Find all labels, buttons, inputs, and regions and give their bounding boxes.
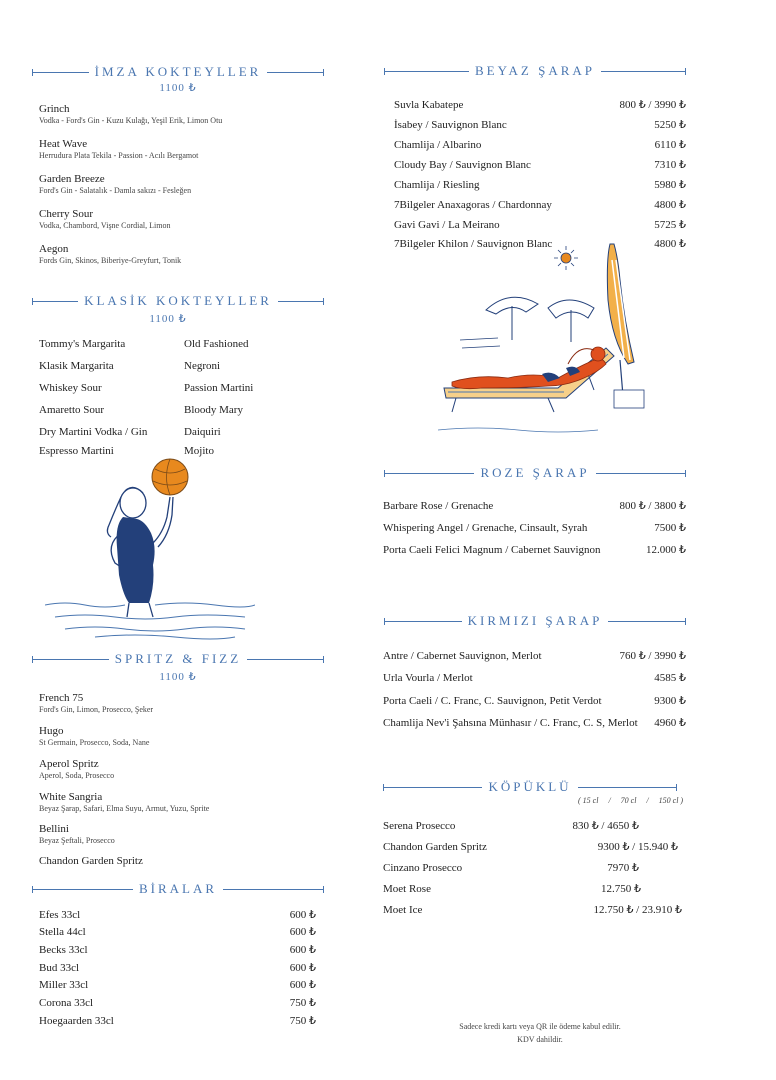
table-row	[394, 138, 686, 151]
item-price: 600 ₺	[289, 909, 316, 921]
list-item: Negroni	[184, 360, 221, 372]
list-item	[39, 208, 329, 243]
item-name: Chamlija / Albarino	[394, 139, 482, 151]
item-name: French 75	[39, 692, 84, 704]
list-item	[39, 855, 329, 875]
table-row	[394, 158, 686, 171]
item-name: Chamlija Nev'i Şahsına Münhasır / C. Franc, C. S, Merlot	[383, 717, 638, 729]
item-desc: Beyaz Şeftali, Prosecco	[39, 836, 115, 845]
ball-girl-illustration	[45, 455, 255, 640]
list-item	[39, 103, 329, 138]
item-desc: Herrudura Plata Tekila - Passion - Acılı Bergamot	[39, 151, 199, 160]
section-header-imza	[32, 64, 324, 80]
item-price: 5980 ₺	[654, 179, 686, 191]
item-name: Barbare Rose / Grenache	[383, 500, 494, 512]
footer-payment-note: Sadece kredi kartı veya QR ile ödeme kabul edilir.	[459, 1022, 621, 1031]
item-price: 12.000 ₺	[646, 544, 686, 556]
list-item	[39, 725, 329, 758]
table-row	[39, 978, 316, 991]
section-header-biralar	[32, 881, 324, 897]
item-name: Stella 44cl	[39, 926, 86, 938]
item-price: 830 ₺ / 4650 ₺	[572, 820, 639, 832]
section-price: 1100 ₺	[159, 671, 197, 683]
classic-cocktail-list-right	[184, 338, 324, 467]
item-name: Corona 33cl	[39, 997, 94, 1009]
table-row	[383, 521, 686, 534]
item-price: 5725 ₺	[654, 219, 686, 231]
item-desc: Aperol, Soda, Prosecco	[39, 771, 115, 780]
list-item	[39, 692, 329, 725]
item-name: Gavi Gavi / La Meirano	[394, 219, 500, 231]
list-item: Whiskey Sour	[39, 382, 102, 394]
item-name: Cloudy Bay / Sauvignon Blanc	[394, 159, 531, 171]
item-price: 7970 ₺	[607, 862, 639, 874]
list-item	[39, 823, 329, 855]
section-price: 1100 ₺	[159, 82, 197, 94]
list-item	[39, 243, 329, 278]
sunbather-illustration	[438, 240, 660, 440]
item-price: 760 ₺ / 3990 ₺	[619, 650, 686, 662]
item-name: Suvla Kabatepe	[394, 99, 464, 111]
table-row	[39, 961, 316, 974]
item-name: Moet Rose	[383, 883, 431, 895]
item-desc: Fords Gin, Skinos, Biberiye-Greyfurt, Tonik	[39, 256, 182, 265]
item-price: 750 ₺	[289, 997, 316, 1009]
table-row	[383, 694, 686, 707]
list-item: Espresso Martini	[39, 445, 114, 457]
item-price: 12.750 ₺	[601, 883, 641, 895]
table-row	[394, 218, 686, 231]
section-header-spritz	[32, 651, 324, 667]
section-title: SPRITZ & FIZZ	[114, 651, 242, 666]
table-row	[39, 943, 316, 956]
item-name: Aperol Spritz	[39, 758, 99, 770]
item-price: 7310 ₺	[654, 159, 686, 171]
item-desc: Vodka, Chambord, Vişne Cordial, Limon	[39, 221, 171, 230]
table-row	[383, 649, 686, 662]
item-name: Becks 33cl	[39, 944, 88, 956]
item-price: 600 ₺	[289, 962, 316, 974]
table-row	[39, 996, 316, 1009]
item-price: 9300 ₺ / 15.940 ₺	[597, 841, 678, 853]
item-price: 12.750 ₺ / 23.910 ₺	[593, 904, 682, 916]
item-desc: St Germain, Prosecco, Soda, Nane	[39, 738, 150, 747]
item-desc: Ford's Gin, Limon, Prosecco, Şeker	[39, 705, 154, 714]
item-price: 4585 ₺	[654, 672, 686, 684]
item-desc: Ford's Gin - Salatalık - Damla sakızı - Fesleğen	[39, 186, 192, 195]
item-desc: Beyaz Şarap, Safari, Elma Suyu, Armut, Yuzu, Sprite	[39, 804, 210, 813]
item-name: Porta Caeli Felici Magnum / Cabernet Sauvignon	[383, 544, 601, 556]
item-name: Porta Caeli / C. Franc, C. Sauvignon, Petit Verdot	[383, 695, 602, 707]
size-legend: ( 15 cl / 70 cl / 150 cl )	[578, 796, 684, 805]
item-name: Cinzano Prosecco	[383, 862, 463, 874]
item-name: Aegon	[39, 243, 69, 255]
item-price: 600 ₺	[289, 944, 316, 956]
table-row	[383, 499, 686, 512]
item-name: Chandon Garden Spritz	[39, 855, 143, 867]
list-item: Old Fashioned	[184, 338, 249, 350]
item-name: Serena Prosecco	[383, 820, 456, 832]
list-item: Dry Martini Vodka / Gin	[39, 426, 148, 438]
item-name: Urla Vourla / Merlot	[383, 672, 473, 684]
list-item: Bloody Mary	[184, 404, 243, 416]
footer-tax-note: KDV dahildir.	[517, 1035, 563, 1044]
item-price: 9300 ₺	[654, 695, 686, 707]
table-row	[39, 908, 316, 921]
item-name: Miller 33cl	[39, 979, 89, 991]
item-name: Cherry Sour	[39, 208, 94, 220]
item-name: Garden Breeze	[39, 173, 105, 185]
item-name: Whispering Angel / Grenache, Cinsault, Syrah	[383, 522, 588, 534]
item-price: 800 ₺ / 3990 ₺	[619, 99, 686, 111]
table-row	[39, 925, 316, 938]
list-item: Klasik Margarita	[39, 360, 114, 372]
item-name: Efes 33cl	[39, 909, 81, 921]
table-row	[394, 198, 686, 211]
list-item: Tommy's Margarita	[39, 338, 126, 350]
table-row	[383, 716, 686, 729]
list-item	[39, 173, 329, 208]
item-name: Grinch	[39, 103, 70, 115]
item-price: 600 ₺	[289, 926, 316, 938]
item-price: 750 ₺	[289, 1015, 316, 1027]
list-item: Amaretto Sour	[39, 404, 105, 416]
section-title: ROZE ŞARAP	[480, 465, 590, 480]
item-price: 6110 ₺	[654, 139, 686, 151]
table-row	[383, 671, 686, 684]
item-price: 4800 ₺	[654, 199, 686, 211]
item-name: Bud 33cl	[39, 962, 80, 974]
table-row	[394, 178, 686, 191]
list-item	[39, 791, 329, 823]
item-name: İsabey / Sauvignon Blanc	[394, 119, 507, 131]
item-price: 4800 ₺	[654, 238, 686, 250]
list-item: Mojito	[184, 445, 214, 457]
spritz-list	[39, 692, 329, 875]
section-header-roze	[384, 465, 686, 481]
table-row	[383, 543, 686, 556]
list-item: Passion Martini	[184, 382, 254, 394]
list-item	[39, 758, 329, 791]
section-title: KLASİK KOKTEYLLER	[84, 293, 272, 308]
list-item	[39, 138, 329, 173]
item-price: 5250 ₺	[654, 119, 686, 131]
table-row	[39, 1014, 316, 1027]
item-price: 800 ₺ / 3800 ₺	[619, 500, 686, 512]
item-name: Bellini	[39, 823, 69, 835]
item-name: 7Bilgeler Khilon / Sauvignon Blanc	[394, 238, 553, 250]
signature-cocktail-list	[39, 103, 329, 278]
item-name: Chandon Garden Spritz	[383, 841, 487, 853]
item-name: Moet Ice	[383, 904, 423, 916]
item-name: Antre / Cabernet Sauvignon, Merlot	[383, 650, 542, 662]
item-name: Heat Wave	[39, 138, 88, 150]
item-name: 7Bilgeler Anaxagoras / Chardonnay	[394, 199, 552, 211]
section-title: KIRMIZI ŞARAP	[467, 613, 603, 628]
item-name: Hoegaarden 33cl	[39, 1015, 114, 1027]
item-name: White Sangria	[39, 791, 103, 803]
section-price: 1100 ₺	[149, 313, 187, 325]
table-row	[383, 903, 682, 916]
table-row	[383, 882, 641, 895]
item-price: 4960 ₺	[654, 717, 686, 729]
list-item: Daiquiri	[184, 426, 221, 438]
section-header-kirmizi	[384, 613, 686, 629]
item-name: Chamlija / Riesling	[394, 179, 480, 191]
section-title: İMZA KOKTEYLLER	[94, 64, 262, 79]
section-title: BEYAZ ŞARAP	[474, 63, 596, 78]
item-price: 600 ₺	[289, 979, 316, 991]
section-header-beyaz	[384, 63, 686, 79]
item-name: Hugo	[39, 725, 64, 737]
section-title: KÖPÜKLÜ	[488, 779, 572, 794]
table-row	[383, 840, 678, 853]
table-row	[383, 861, 639, 874]
classic-cocktail-list-left	[39, 338, 184, 467]
section-title: BİRALAR	[138, 881, 218, 896]
item-price: 7500 ₺	[654, 522, 686, 534]
table-row	[394, 118, 686, 131]
table-row	[383, 819, 639, 832]
section-header-klasik	[32, 293, 324, 309]
table-row	[394, 98, 686, 111]
section-header-kopuklu	[383, 779, 677, 795]
item-desc: Vodka - Ford's Gin - Kuzu Kulağı, Yeşil Erik, Limon Otu	[39, 116, 223, 125]
